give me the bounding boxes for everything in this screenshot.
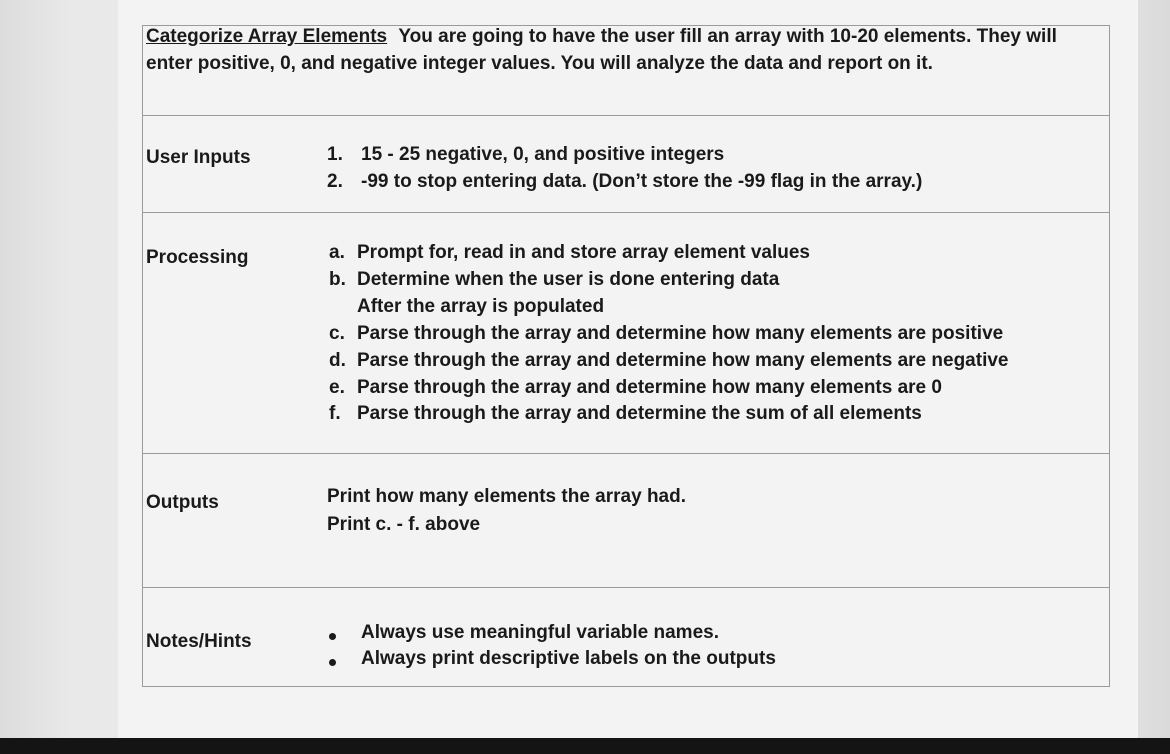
bullet-icon <box>329 659 336 666</box>
header-description-2: enter positive, 0, and negative integer values. You will analyze the data and report on it. <box>146 53 933 74</box>
processing-item-d: Parse through the array and determine how many elements are negative <box>357 350 1009 371</box>
notes-item-2: Always print descriptive labels on the outputs <box>361 648 776 669</box>
input-item-2: -99 to stop entering data. (Don’t store the -99 flag in the array.) <box>361 171 923 192</box>
user-inputs-label: User Inputs <box>146 147 251 168</box>
bottom-edge <box>0 738 1170 754</box>
header-row <box>142 25 1110 115</box>
processing-item-b-marker: b. <box>329 269 346 290</box>
processing-label: Processing <box>146 247 249 268</box>
processing-item-c-marker: c. <box>329 323 345 344</box>
header-description-1: You are going to have the user fill an array with 10-20 elements. They will <box>398 26 1057 47</box>
processing-item-a-marker: a. <box>329 242 345 263</box>
outputs-line-2: Print c. - f. above <box>327 514 481 535</box>
outputs-label: Outputs <box>146 492 219 513</box>
user-inputs-row <box>142 115 1110 212</box>
processing-note: After the array is populated <box>357 296 605 317</box>
input-item-2-marker: 2. <box>327 171 343 192</box>
processing-item-a: Prompt for, read in and store array element values <box>357 242 810 263</box>
processing-item-f-marker: f. <box>329 403 341 424</box>
input-item-1-marker: 1. <box>327 144 343 165</box>
bullet-icon <box>329 633 336 640</box>
processing-item-e-marker: e. <box>329 377 345 398</box>
processing-item-e: Parse through the array and determine how many elements are 0 <box>357 377 942 398</box>
processing-item-c: Parse through the array and determine how many elements are positive <box>357 323 1004 344</box>
header-line-1 <box>146 23 1057 50</box>
notes-item-1: Always use meaningful variable names. <box>361 622 719 643</box>
processing-item-b: Determine when the user is done entering data <box>357 269 780 290</box>
notes-label: Notes/Hints <box>146 631 252 652</box>
outputs-row <box>142 453 1110 587</box>
notes-row <box>142 587 1110 687</box>
processing-item-d-marker: d. <box>329 350 346 371</box>
processing-row <box>142 212 1110 453</box>
outputs-line-1: Print how many elements the array had. <box>327 486 686 507</box>
assignment-title: Categorize Array Elements <box>146 26 388 47</box>
input-item-1: 15 - 25 negative, 0, and positive integers <box>361 144 725 165</box>
processing-item-f: Parse through the array and determine the sum of all elements <box>357 403 922 424</box>
